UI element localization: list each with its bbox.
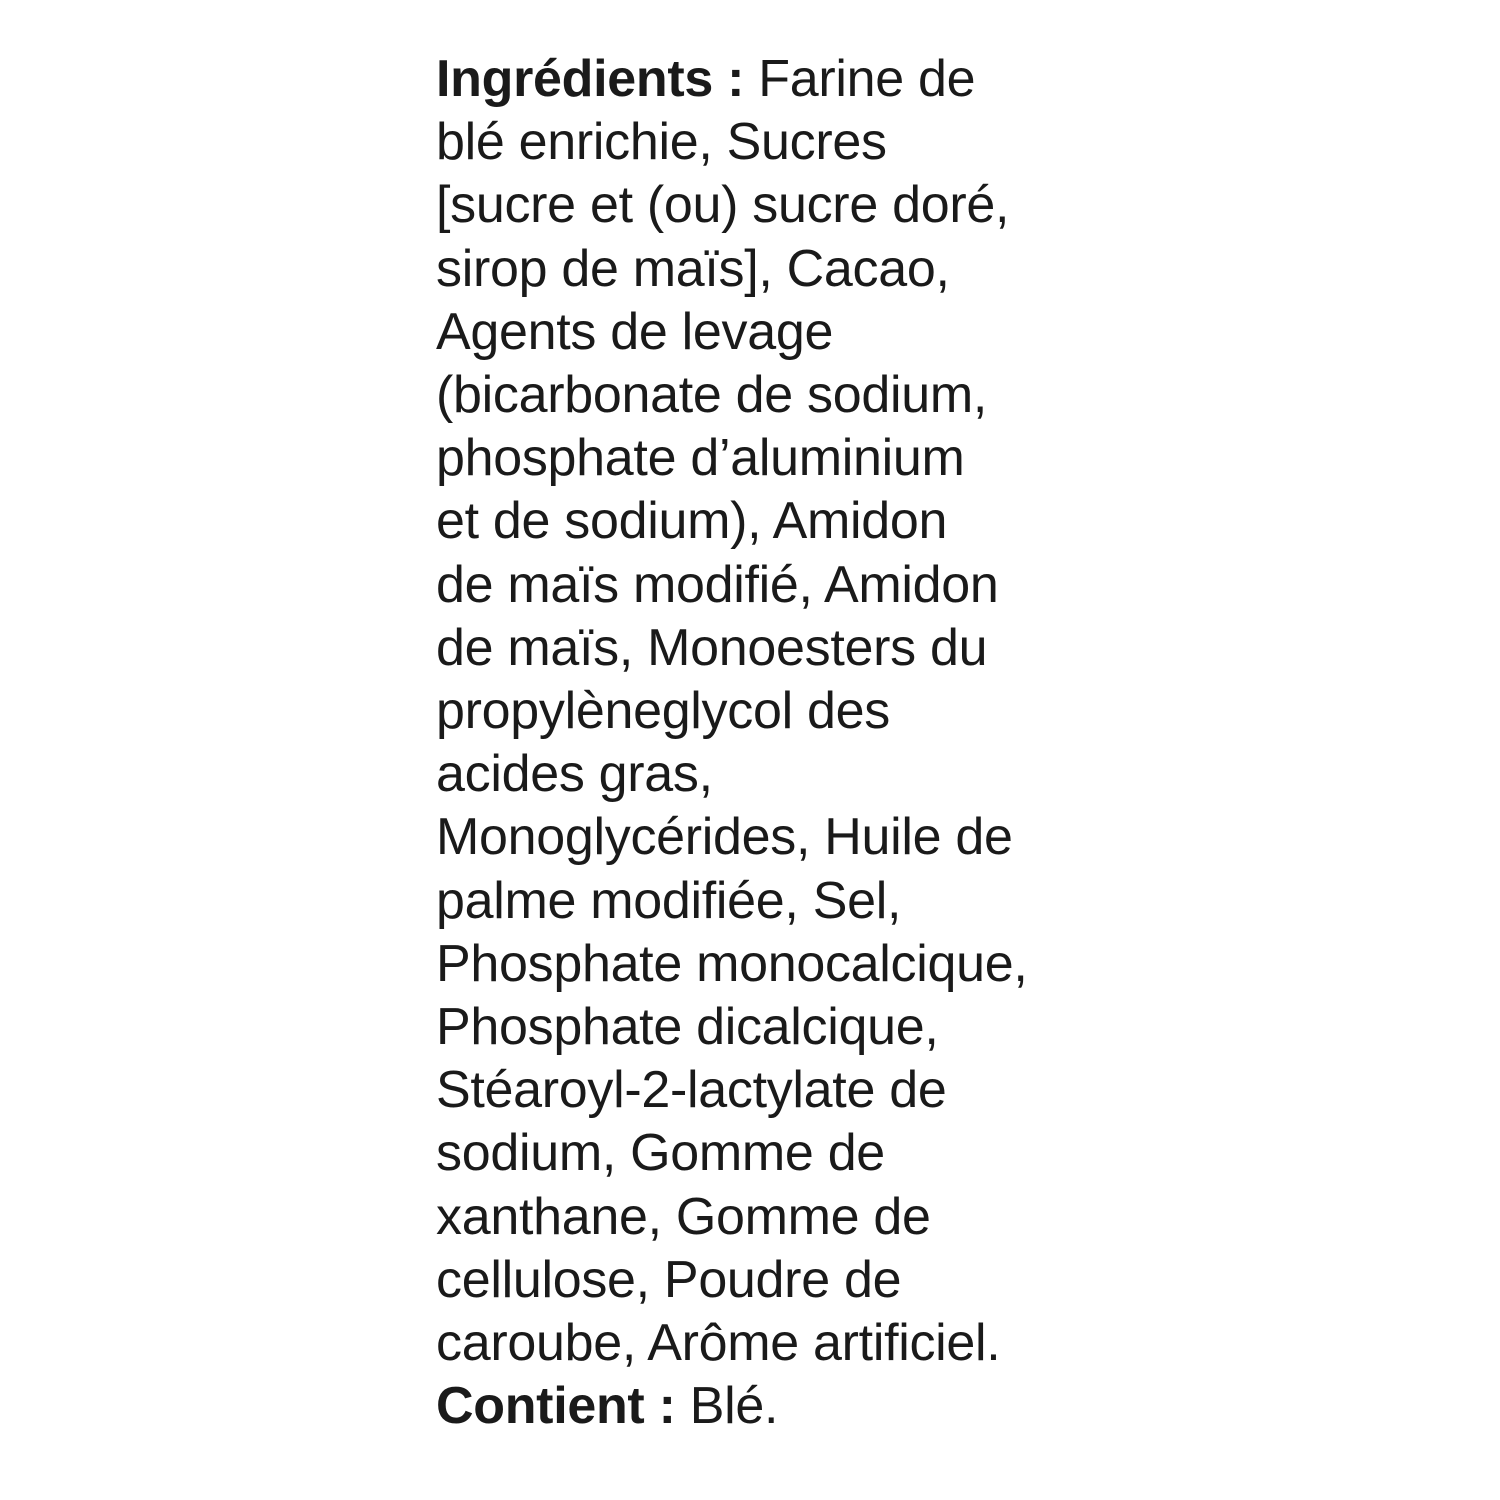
ingredient-text: Farine de <box>758 50 976 108</box>
ingredient-line: propylèneglycol des <box>436 682 890 741</box>
contains-heading: Contient : <box>436 1377 676 1436</box>
ingredients-line-1 <box>436 48 1076 111</box>
ingredient-label <box>436 48 1076 1438</box>
ingredient-line: Phosphate dicalcique, <box>436 998 939 1057</box>
contains-text: Blé. <box>689 1377 779 1436</box>
ingredient-line: et de sodium), Amidon <box>436 492 948 551</box>
ingredient-line: [sucre et (ou) sucre doré, <box>436 176 1010 235</box>
ingredient-line: sodium, Gomme de <box>436 1124 885 1183</box>
ingredient-line: de maïs, Monoesters du <box>436 618 988 677</box>
ingredients-heading: Ingrédients : <box>436 50 745 108</box>
ingredient-line: acides gras, <box>436 745 713 804</box>
ingredient-line: de maïs modifié, Amidon <box>436 555 999 614</box>
ingredient-line: caroube, Arôme artificiel. <box>436 1314 1001 1373</box>
ingredient-line: Agents de levage <box>436 302 834 361</box>
ingredient-line: sirop de maïs], Cacao, <box>436 239 950 298</box>
ingredient-line: phosphate d’aluminium <box>436 429 965 488</box>
contains-line <box>436 1375 1076 1438</box>
ingredient-line: cellulose, Poudre de <box>436 1250 902 1309</box>
ingredient-line: Stéaroyl-2-lactylate de <box>436 1061 947 1120</box>
ingredient-line: (bicarbonate de sodium, <box>436 366 987 425</box>
ingredient-line: xanthane, Gomme de <box>436 1187 931 1246</box>
ingredient-line: Monoglycérides, Huile de <box>436 808 1013 867</box>
ingredient-line: palme modifiée, Sel, <box>436 871 902 930</box>
ingredient-line: blé enrichie, Sucres <box>436 113 887 172</box>
ingredient-line: Phosphate monocalcique, <box>436 934 1028 993</box>
